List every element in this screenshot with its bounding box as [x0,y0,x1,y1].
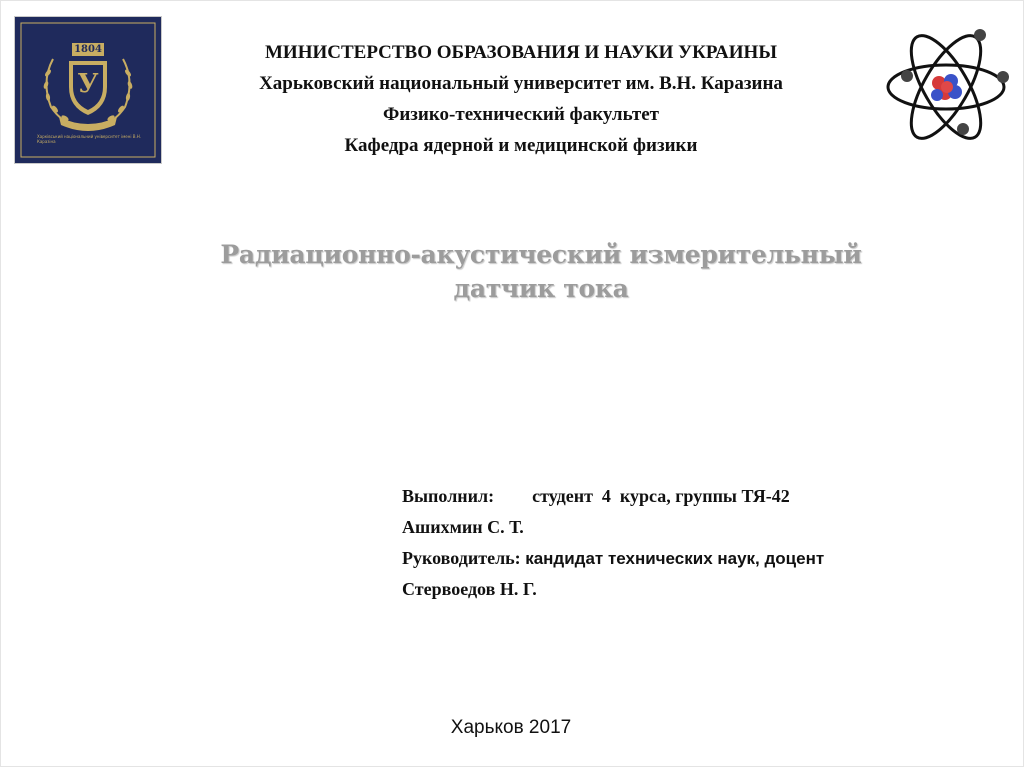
crest-year: 1804 [74,44,102,55]
city-year: Харьков 2017 [450,717,572,738]
supervisor-name: Стервоедов Н. Г. [402,579,537,599]
performed-label: Выполнил: [402,486,495,506]
university-heading: Харьковский национальный университет им. В.Н. Каразина [259,73,783,94]
atom-icon [883,15,1011,157]
student-name: Ашихмин С. Т. [402,517,524,537]
faculty-heading: Физико-технический факультет [383,104,659,125]
crest-letter: У [77,69,99,99]
crest-caption: Харківський національний університет імені В.Н. Каразіна [37,134,141,144]
presentation-title [151,238,931,306]
title-line-2: датчик тока [453,274,629,303]
institution-header [151,37,891,161]
ministry-heading: МИНИСТЕРСТВО ОБРАЗОВАНИЯ И НАУКИ УКРАИНЫ [264,42,777,63]
supervisor-label: Руководитель: [402,548,521,568]
title-line-1: Радиационно-акустический измерительный [220,240,862,269]
supervisor-row [402,543,1002,574]
supervisor-value: кандидат технических наук, доцент [525,549,825,568]
university-crest-icon [15,17,161,163]
performed-value: студент 4 курса, группы ТЯ-42 [532,486,790,506]
author-info [402,481,1002,605]
department-heading: Кафедра ядерной и медицинской физики [344,135,698,156]
performed-row [402,481,1002,512]
